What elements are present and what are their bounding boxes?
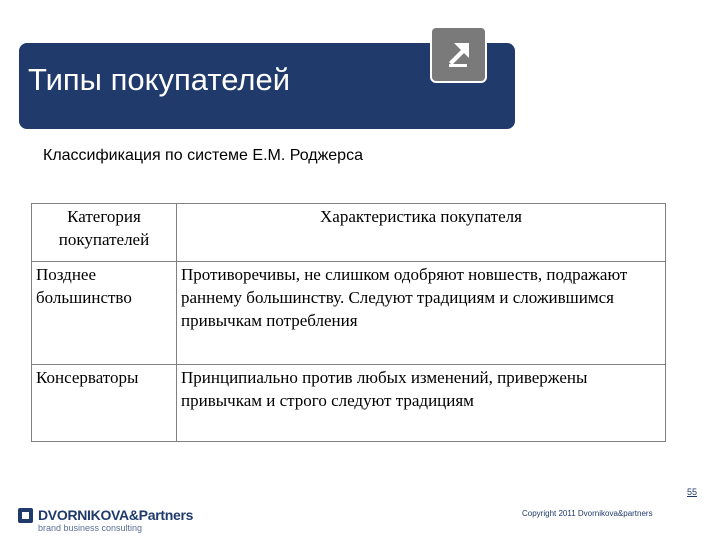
row-category-cell: Консерваторы (32, 365, 177, 442)
row-category-cell: Позднее большинство (32, 262, 177, 365)
slide-title: Типы покупателей (28, 62, 291, 97)
copyright-text: Copyright 2011 Dvornikova&partners (522, 509, 653, 518)
slide-subtitle: Классификация по системе Е.М. Роджерса (43, 147, 363, 164)
column-header-description: Характеристика покупателя (177, 204, 666, 262)
table-row (32, 365, 666, 442)
column-header-category: Категория покупателей (32, 204, 177, 262)
row-description-cell: Принципиально против любых изменений, привержены привычкам и строго следуют традициям (177, 365, 666, 442)
logo-name: DVORNIKOVA&Partners (38, 507, 194, 523)
table-header-row (32, 204, 666, 262)
page-number: 55 (687, 487, 698, 497)
logo-mark-icon (18, 508, 33, 523)
table-row (32, 262, 666, 365)
logo-tagline: brand business consulting (38, 523, 143, 533)
arrow-up-right-icon (430, 26, 487, 83)
row-description-cell: Противоречивы, не слишком одобряют новшеств, подражают раннему большинству. Следуют традициям и сложившимся привычкам потребления (177, 262, 666, 365)
buyer-types-table (31, 203, 666, 442)
